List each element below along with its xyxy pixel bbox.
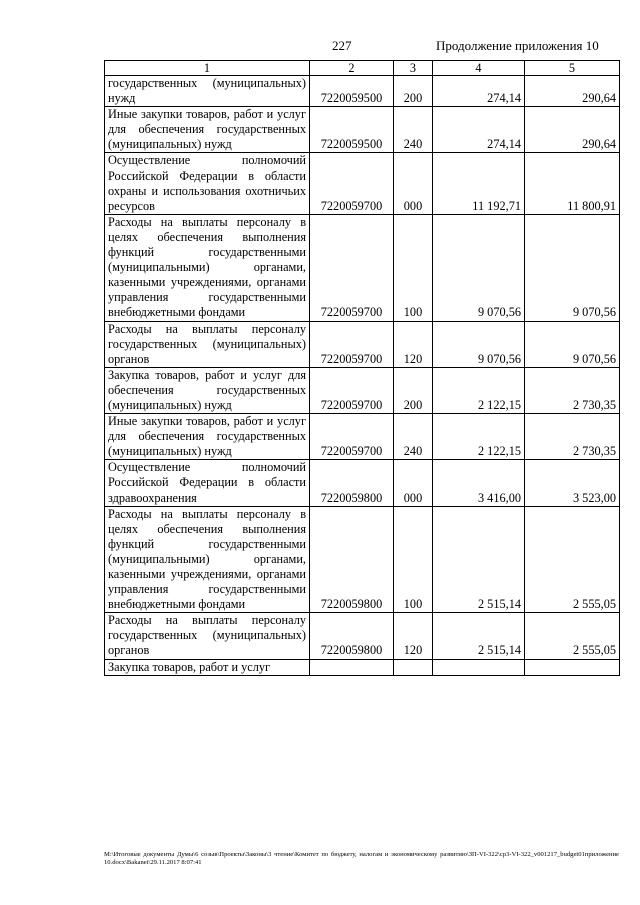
expense-type: 100 — [394, 506, 433, 613]
amount-year-1: 2 122,15 — [433, 367, 525, 413]
row-name: Осуществление полномочий Российской Федерации в области здравоохранения — [105, 460, 310, 506]
column-header: 5 — [525, 61, 620, 76]
continuation-label: Продолжение приложения 10 — [436, 38, 599, 53]
row-name: Закупка товаров, работ и услуг для обеспечения государственных (муниципальных) нужд — [105, 367, 310, 413]
target-code: 7220059500 — [310, 76, 394, 107]
expense-type: 120 — [394, 321, 433, 367]
amount-year-1 — [433, 659, 525, 675]
page-header — [0, 38, 640, 56]
column-header: 2 — [310, 61, 394, 76]
table-row — [105, 659, 620, 675]
column-header: 1 — [105, 61, 310, 76]
amount-year-2: 290,64 — [525, 107, 620, 153]
table-row — [105, 460, 620, 506]
expense-type: 100 — [394, 214, 433, 321]
appendix-table — [104, 60, 620, 676]
table-row — [105, 367, 620, 413]
expense-type: 240 — [394, 414, 433, 460]
amount-year-1: 9 070,56 — [433, 214, 525, 321]
amount-year-1: 2 515,14 — [433, 506, 525, 613]
target-code: 7220059800 — [310, 506, 394, 613]
amount-year-1: 3 416,00 — [433, 460, 525, 506]
amount-year-2: 2 555,05 — [525, 613, 620, 659]
amount-year-2: 2 555,05 — [525, 506, 620, 613]
amount-year-1: 274,14 — [433, 76, 525, 107]
amount-year-2: 9 070,56 — [525, 214, 620, 321]
table-row — [105, 414, 620, 460]
amount-year-2: 9 070,56 — [525, 321, 620, 367]
page-number: 227 — [332, 38, 352, 53]
row-name: Осуществление полномочий Российской Федерации в области охраны и использования охотничьих ресурсов — [105, 153, 310, 214]
target-code: 7220059700 — [310, 153, 394, 214]
column-header: 4 — [433, 61, 525, 76]
expense-type: 120 — [394, 613, 433, 659]
table-row — [105, 613, 620, 659]
target-code: 7220059700 — [310, 214, 394, 321]
column-header: 3 — [394, 61, 433, 76]
row-name: Расходы на выплаты персоналу государственных (муниципальных) органов — [105, 613, 310, 659]
table-row — [105, 214, 620, 321]
table-row — [105, 321, 620, 367]
expense-type: 240 — [394, 107, 433, 153]
amount-year-1: 274,14 — [433, 107, 525, 153]
amount-year-2: 2 730,35 — [525, 414, 620, 460]
amount-year-1: 11 192,71 — [433, 153, 525, 214]
row-name: Иные закупки товаров, работ и услуг для обеспечения государственных (муниципальных) нужд — [105, 107, 310, 153]
table-row — [105, 506, 620, 613]
amount-year-1: 9 070,56 — [433, 321, 525, 367]
target-code: 7220059700 — [310, 321, 394, 367]
table-row — [105, 153, 620, 214]
table-row — [105, 76, 620, 107]
expense-type: 200 — [394, 76, 433, 107]
amount-year-2: 290,64 — [525, 76, 620, 107]
target-code: 7220059800 — [310, 460, 394, 506]
target-code: 7220059800 — [310, 613, 394, 659]
expense-type — [394, 659, 433, 675]
target-code: 7220059500 — [310, 107, 394, 153]
table-header-row — [105, 61, 620, 76]
expense-type: 000 — [394, 153, 433, 214]
target-code: 7220059700 — [310, 367, 394, 413]
target-code: 7220059700 — [310, 414, 394, 460]
row-name: Расходы на выплаты персоналу государственных (муниципальных) органов — [105, 321, 310, 367]
amount-year-1: 2 515,14 — [433, 613, 525, 659]
row-name: Расходы на выплаты персоналу в целях обеспечения выполнения функций государственными (муниципальными) органами, казенными учреждениями, органами управления государственными внебюджетными фондами — [105, 214, 310, 321]
amount-year-2: 3 523,00 — [525, 460, 620, 506]
row-name: Закупка товаров, работ и услуг — [105, 659, 310, 675]
amount-year-2: 2 730,35 — [525, 367, 620, 413]
expense-type: 200 — [394, 367, 433, 413]
table-row — [105, 107, 620, 153]
amount-year-1: 2 122,15 — [433, 414, 525, 460]
row-name: Иные закупки товаров, работ и услуг для обеспечения государственных (муниципальных) нужд — [105, 414, 310, 460]
file-path-footer: M:\Итоговые документы Думы\6 созыв\Проекты\Законы\3 чтение\Комитет по бюджету, налогам и экономическому развитию\ЗП-VI-322\ср3-VI-322_v001217_budget01приложение 10.docx\Bakanеt\29.11.2017 8:07:41 — [104, 851, 619, 867]
target-code — [310, 659, 394, 675]
row-name: государственных (муниципальных) нужд — [105, 76, 310, 107]
row-name: Расходы на выплаты персоналу в целях обеспечения выполнения функций государственными (муниципальными) органами, казенными учреждениями, органами управления государственными внебюджетными фондами — [105, 506, 310, 613]
amount-year-2 — [525, 659, 620, 675]
expense-type: 000 — [394, 460, 433, 506]
amount-year-2: 11 800,91 — [525, 153, 620, 214]
